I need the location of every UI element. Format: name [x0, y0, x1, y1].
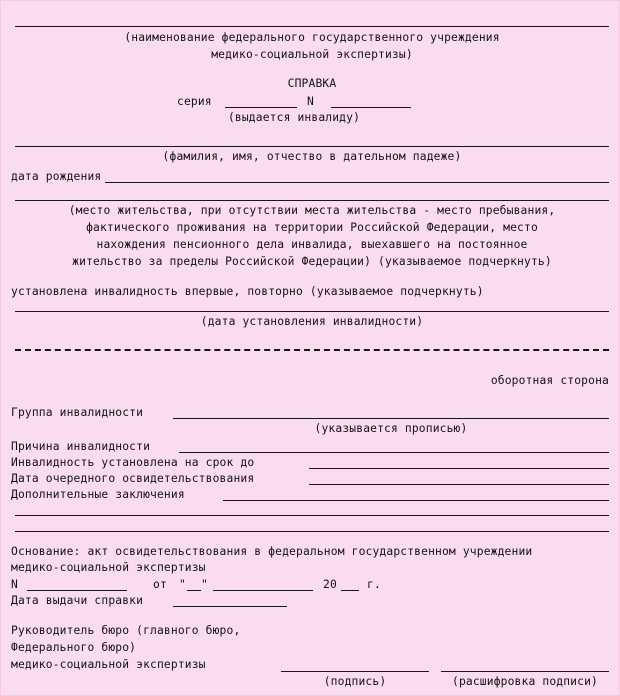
address-caption-line2: фактического проживания на территории Российской Федерации, место — [86, 221, 538, 234]
form-title: СПРАВКА — [287, 77, 337, 90]
basis-month-input-rule[interactable] — [213, 590, 313, 591]
issued-caption: (выдается инвалиду) — [227, 111, 361, 124]
established-date-caption: (дата установления инвалидности) — [200, 315, 424, 328]
birth-date-label: дата рождения — [11, 170, 102, 183]
institution-caption-line1: (наименование федерального государственного учреждения — [124, 31, 500, 44]
additional-conclusions-input-rule-1[interactable] — [223, 500, 609, 501]
address-caption-line1: (место жительства, при отсутствии места жительства - место пребывания, — [68, 204, 556, 217]
issue-date-input-rule[interactable] — [173, 606, 287, 607]
established-date-input-rule[interactable] — [15, 311, 609, 312]
next-exam-date-label: Дата очередного освидетельствования — [11, 472, 255, 485]
disability-group-label: Группа инвалидности — [11, 406, 144, 419]
disability-term-input-rule[interactable] — [309, 468, 609, 469]
signature-transcript-input-rule[interactable] — [441, 671, 609, 672]
disability-group-caption: (указывается прописью) — [314, 422, 468, 435]
institution-caption-line2: медико-социальной экспертизы) — [211, 48, 413, 61]
basis-line-1: Основание: акт освидетельствования в федеральном государственном учреждении — [11, 545, 533, 558]
basis-number-input-rule[interactable] — [27, 590, 127, 591]
signature-caption: (подпись) — [323, 675, 387, 688]
basis-year-input-rule[interactable] — [341, 590, 359, 591]
address-caption-line4: жительство за пределы Российской Федерации) (указываемое подчеркнуть) — [72, 255, 552, 268]
head-of-bureau-line-1: Руководитель бюро (главного бюро, — [11, 624, 241, 637]
basis-year-suffix: г. — [367, 578, 381, 591]
address-caption-line3: нахождения пенсионного дела инвалида, выехавшего на постоянное — [96, 238, 528, 251]
additional-conclusions-label: Дополнительные заключения — [11, 488, 185, 501]
reverse-side-label: оборотная сторона — [490, 374, 609, 387]
issue-date-label: Дата выдачи справки — [11, 594, 144, 607]
basis-line-2: медико-социальной экспертизы — [11, 561, 206, 574]
head-of-bureau-line-2: Федерального бюро) — [11, 641, 137, 654]
series-label: серия — [177, 95, 212, 108]
address-input-rule[interactable] — [15, 200, 609, 201]
basis-year-prefix: 20 — [323, 578, 337, 591]
fio-input-rule[interactable] — [15, 146, 609, 147]
disability-cause-label: Причина инвалидности — [11, 440, 151, 453]
fold-separator — [15, 349, 609, 351]
disability-group-input-rule[interactable] — [173, 418, 609, 419]
fio-caption: (фамилия, имя, отчество в дательном падеже) — [162, 150, 462, 163]
basis-quote-open: " — [179, 578, 186, 591]
basis-from-label: от — [153, 578, 167, 591]
signature-input-rule[interactable] — [281, 671, 429, 672]
basis-number-label: N — [11, 578, 18, 591]
number-input-rule[interactable] — [331, 107, 411, 108]
additional-conclusions-input-rule-3[interactable] — [15, 531, 609, 532]
basis-quote-close: " — [201, 578, 208, 591]
head-of-bureau-line-3: медико-социальной экспертизы — [11, 658, 206, 671]
institution-name-rule[interactable] — [15, 26, 609, 27]
disability-term-label: Инвалидность установлена на срок до — [11, 456, 255, 469]
basis-day-input-rule[interactable] — [187, 590, 201, 591]
disability-cause-input-rule[interactable] — [179, 452, 609, 453]
additional-conclusions-input-rule-2[interactable] — [15, 515, 609, 516]
signature-transcript-caption: (расшифровка подписи) — [452, 675, 598, 688]
birth-date-input-rule[interactable] — [105, 182, 609, 183]
next-exam-date-input-rule[interactable] — [309, 484, 609, 485]
established-disability-line: установлена инвалидность впервые, повторно (указываемое подчеркнуть) — [11, 285, 484, 298]
number-label: N — [307, 95, 314, 108]
series-input-rule[interactable] — [225, 107, 297, 108]
